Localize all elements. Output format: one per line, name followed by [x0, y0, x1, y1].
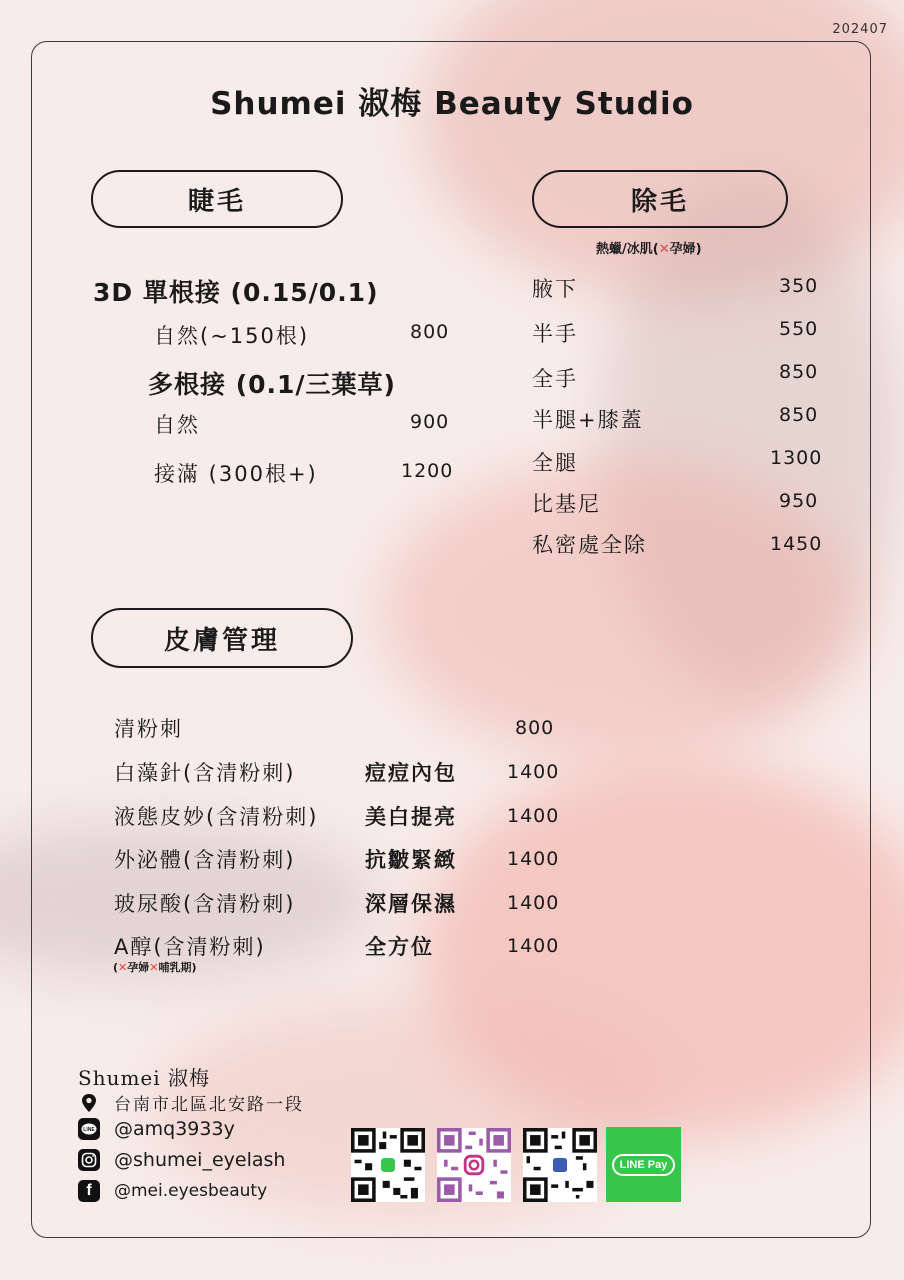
skin-item-price: 1400 — [507, 805, 560, 827]
hair-item-name: 半腿+膝蓋 — [532, 408, 644, 432]
eyelash-item-name: 自然 — [154, 413, 200, 437]
eyelash-item-name: 自然(~150根) — [154, 324, 310, 348]
skin-item-price: 1400 — [507, 892, 560, 914]
studio-name: Shumei 淑梅 — [78, 1066, 211, 1090]
facebook-row — [78, 1180, 267, 1202]
hair-item-name: 私密處全除 — [532, 533, 647, 557]
cross-mark-icon: ✕ — [149, 961, 159, 974]
hair-item-name: 全腿 — [532, 451, 578, 475]
hair-item-price: 950 — [779, 490, 819, 512]
skin-item-price: 1400 — [507, 761, 560, 783]
cross-mark-icon: ✕ — [118, 961, 128, 974]
skin-item-name: 外泌體(含清粉刺) — [114, 848, 296, 872]
skin-item-name: A醇(含清粉刺) — [114, 935, 266, 959]
skin-item-effect: 全方位 — [365, 935, 434, 959]
eyelash-item-price: 1200 — [401, 460, 454, 482]
skin-item-name: 液態皮妙(含清粉刺) — [114, 805, 319, 829]
address-text: 台南市北區北安路一段 — [114, 1095, 304, 1115]
hair-item-price: 350 — [779, 275, 819, 297]
line-row — [78, 1118, 235, 1140]
instagram-row — [78, 1149, 285, 1171]
hair-item-name: 全手 — [532, 367, 578, 391]
skin-item-price: 1400 — [507, 935, 560, 957]
location-pin-icon — [78, 1092, 100, 1114]
hair-item-price: 1300 — [770, 447, 823, 469]
skin-item-name: 玻尿酸(含清粉刺) — [114, 892, 296, 916]
svg-text:LINE: LINE — [83, 1127, 95, 1133]
skin-item-effect: 深層保濕 — [365, 892, 457, 916]
skin-warning-note: (✕孕婦✕哺乳期) — [113, 961, 197, 974]
multi-lash-title: 多根接 (0.1/三葉草) — [148, 370, 396, 399]
eyelash-header: 睫毛 — [91, 170, 343, 228]
cross-mark-icon: ✕ — [658, 242, 670, 257]
skin-item-effect: 美白提亮 — [365, 805, 457, 829]
address-row — [78, 1090, 304, 1115]
page-title: Shumei 淑梅 Beauty Studio — [210, 86, 694, 122]
line-id[interactable]: @amq3933y — [114, 1118, 235, 1140]
instagram-qr-code[interactable] — [437, 1128, 511, 1202]
skin-item-price: 800 — [515, 717, 555, 739]
instagram-handle[interactable]: @shumei_eyelash — [114, 1149, 286, 1171]
eyelash-item-name: 接滿 (300根+) — [154, 462, 318, 486]
hair-item-price: 850 — [779, 361, 819, 383]
single-lash-title: 3D 單根接 (0.15/0.1) — [93, 278, 379, 307]
line-icon — [78, 1118, 100, 1140]
hair-removal-note: 熱蠟/冰肌(✕孕婦) — [596, 242, 702, 257]
hair-item-name: 半手 — [532, 322, 578, 346]
edition-code: 202407 — [832, 22, 888, 37]
hair-item-price: 850 — [779, 404, 819, 426]
hair-item-name: 比基尼 — [532, 492, 601, 516]
skin-item-effect: 抗皺緊緻 — [365, 848, 457, 872]
hair-item-price: 1450 — [770, 533, 823, 555]
skin-item-name: 白藻針(含清粉刺) — [114, 761, 296, 785]
skin-care-header: 皮膚管理 — [91, 608, 353, 668]
line-pay-logo[interactable]: LINE Pay — [606, 1127, 681, 1202]
line-qr-code[interactable] — [351, 1128, 425, 1202]
hair-removal-header: 除毛 — [532, 170, 788, 228]
facebook-icon: f — [78, 1180, 100, 1202]
instagram-icon — [78, 1149, 100, 1171]
facebook-handle[interactable]: @mei.eyesbeauty — [114, 1181, 268, 1201]
hair-item-price: 550 — [779, 318, 819, 340]
hair-item-name: 腋下 — [532, 277, 578, 301]
skin-item-name: 清粉刺 — [114, 717, 183, 741]
skin-item-effect: 痘痘內包 — [365, 761, 457, 785]
eyelash-item-price: 800 — [410, 321, 450, 343]
skin-item-price: 1400 — [507, 848, 560, 870]
facebook-qr-code[interactable] — [523, 1128, 597, 1202]
eyelash-item-price: 900 — [410, 411, 450, 433]
